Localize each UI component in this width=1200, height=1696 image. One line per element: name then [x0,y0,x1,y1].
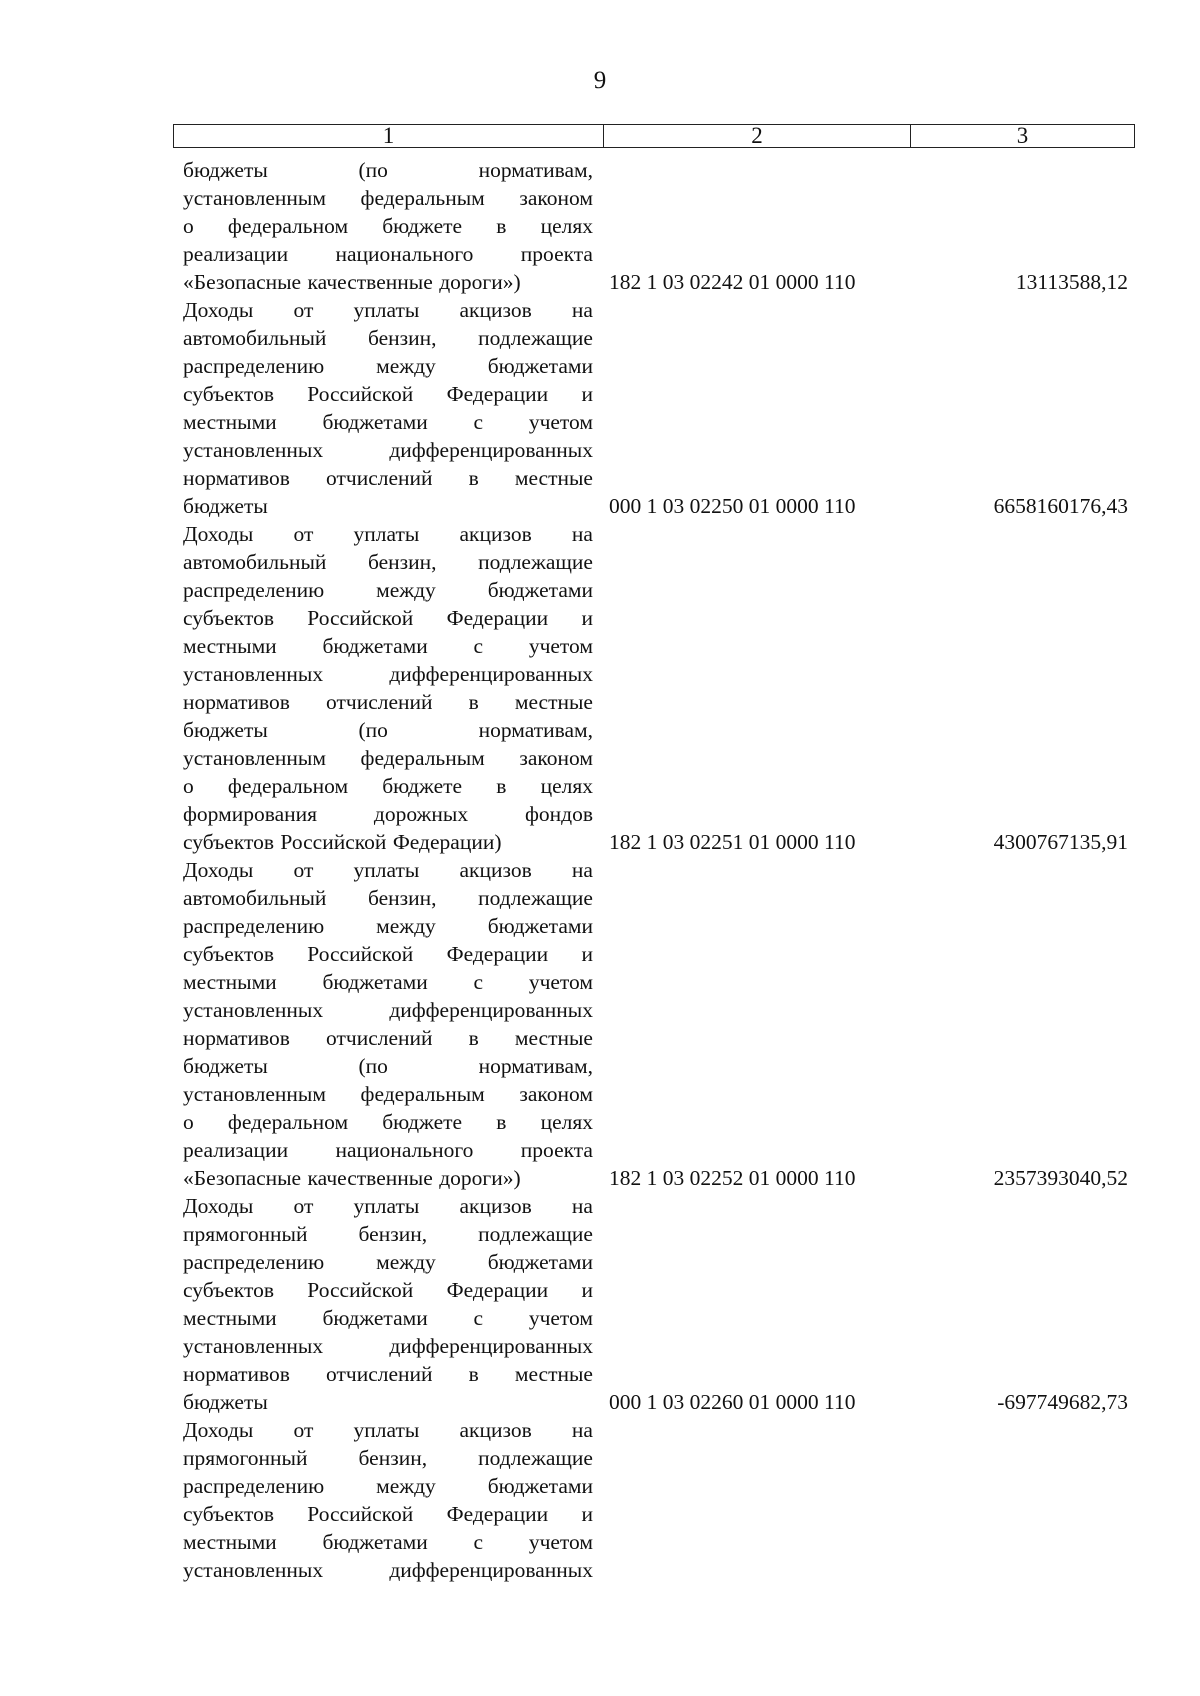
table-row [183,1416,1128,1584]
table-row [183,856,1128,1192]
description-line: местными бюджетами с учетом [183,410,593,434]
description-line: прямогонный бензин, подлежащие [183,1446,593,1470]
table-row [183,156,1128,296]
table-row [183,296,1128,520]
page-number: 9 [593,67,607,94]
description-line: реализации национального проекта [183,1138,593,1162]
budget-classification-code: 182 1 03 02252 01 0000 110 [609,1166,856,1190]
description-line: установленных дифференцированных [183,1558,593,1582]
description-line: бюджеты [183,1390,268,1414]
row-description [183,1416,593,1584]
description-line: местными бюджетами с учетом [183,634,593,658]
description-line: Доходы от уплаты акцизов на [183,858,593,882]
amount-value: 6658160176,43 [993,494,1128,518]
row-description [183,520,593,856]
row-description [183,856,593,1192]
description-line: распределению между бюджетами [183,1250,593,1274]
description-line: нормативов отчислений в местные [183,1026,593,1050]
description-line: автомобильный бензин, подлежащие [183,326,593,350]
budget-classification-code: 182 1 03 02251 01 0000 110 [609,830,856,854]
description-line: субъектов Российской Федерации и [183,382,593,406]
amount-value: 4300767135,91 [993,830,1128,854]
description-line: местными бюджетами с учетом [183,1306,593,1330]
description-line: о федеральном бюджете в целях [183,214,593,238]
description-line: установленным федеральным законом [183,186,593,210]
description-line: реализации национального проекта [183,242,593,266]
description-line: Доходы от уплаты акцизов на [183,1418,593,1442]
description-line: бюджеты (по нормативам, [183,1054,593,1078]
budget-classification-code: 000 1 03 02260 01 0000 110 [609,1390,856,1414]
description-line: субъектов Российской Федерации и [183,1278,593,1302]
table-row [183,1192,1128,1416]
description-line: Доходы от уплаты акцизов на [183,1194,593,1218]
column-header-2: 2 [604,125,911,147]
amount-value: -697749682,73 [997,1390,1128,1414]
description-line: распределению между бюджетами [183,578,593,602]
description-line: распределению между бюджетами [183,354,593,378]
description-line: формирования дорожных фондов [183,802,593,826]
description-line: местными бюджетами с учетом [183,1530,593,1554]
row-description [183,156,593,296]
row-description [183,296,593,520]
description-line: о федеральном бюджете в целях [183,774,593,798]
description-line: субъектов Российской Федерации и [183,606,593,630]
description-line: о федеральном бюджете в целях [183,1110,593,1134]
description-line: Доходы от уплаты акцизов на [183,298,593,322]
table-row [183,520,1128,856]
budget-classification-code: 000 1 03 02250 01 0000 110 [609,494,856,518]
description-line: прямогонный бензин, подлежащие [183,1222,593,1246]
description-line: Доходы от уплаты акцизов на [183,522,593,546]
description-line: автомобильный бензин, подлежащие [183,886,593,910]
table-header-row [173,124,1135,148]
description-line: «Безопасные качественные дороги») [183,270,521,294]
description-line: субъектов Российской Федерации и [183,942,593,966]
description-line: установленным федеральным законом [183,746,593,770]
description-line: нормативов отчислений в местные [183,690,593,714]
description-line: нормативов отчислений в местные [183,1362,593,1386]
description-line: «Безопасные качественные дороги») [183,1166,521,1190]
table-body [183,156,1128,1584]
description-line: установленных дифференцированных [183,438,593,462]
description-line: бюджеты (по нормативам, [183,718,593,742]
amount-value: 2357393040,52 [993,1166,1128,1190]
description-line: установленных дифференцированных [183,1334,593,1358]
description-line: автомобильный бензин, подлежащие [183,550,593,574]
row-description [183,1192,593,1416]
description-line: установленных дифференцированных [183,998,593,1022]
description-line: установленным федеральным законом [183,1082,593,1106]
description-line: субъектов Российской Федерации) [183,830,502,854]
description-line: местными бюджетами с учетом [183,970,593,994]
amount-value: 13113588,12 [1015,270,1128,294]
column-header-3: 3 [1016,123,1029,148]
description-line: субъектов Российской Федерации и [183,1502,593,1526]
description-line: установленных дифференцированных [183,662,593,686]
budget-classification-code: 182 1 03 02242 01 0000 110 [609,270,856,294]
description-line: распределению между бюджетами [183,914,593,938]
description-line: распределению между бюджетами [183,1474,593,1498]
description-line: нормативов отчислений в местные [183,466,593,490]
description-line: бюджеты (по нормативам, [183,158,593,182]
column-header-1: 1 [174,125,604,147]
description-line: бюджеты [183,494,268,518]
